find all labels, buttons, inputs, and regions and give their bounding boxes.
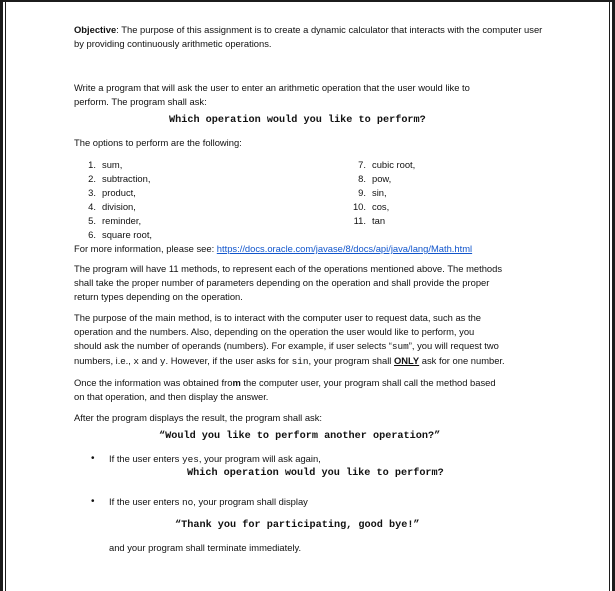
list-number: 10. — [352, 201, 366, 212]
list-item — [74, 158, 344, 172]
math-docs-link[interactable]: https://docs.oracle.com/javase/8/docs/api/java/lang/Math.html — [216, 243, 473, 254]
list-item — [344, 158, 514, 172]
list-label: reminder, — [102, 215, 142, 226]
main-line-4-mid2: , your program shall — [308, 355, 394, 366]
bullet-no-end: , your program shall display — [193, 496, 308, 507]
intro-line-1: Write a program that will ask the user to enter an arithmetic operation that the user would like to — [74, 82, 470, 93]
list-label: product, — [102, 187, 136, 198]
bullet-yes-start: If the user enters — [109, 453, 182, 464]
list-number: 5. — [88, 215, 96, 226]
list-label: sum, — [102, 159, 123, 170]
list-number: 8. — [358, 173, 366, 184]
sin-code: sin — [291, 356, 309, 367]
list-item — [74, 172, 344, 186]
list-item — [74, 186, 344, 200]
list-label: pow, — [372, 173, 392, 184]
options-intro: The options to perform are the following: — [74, 137, 242, 148]
main-line-4-end: ask for one number. — [419, 355, 505, 366]
terminate-line: and your program shall terminate immediately. — [109, 542, 302, 553]
x-code: x — [133, 356, 140, 367]
frame-left-inner-border — [5, 0, 6, 591]
list-number: 11. — [353, 215, 366, 226]
objective-label: Objective — [74, 24, 117, 35]
more-info-prefix: For more information, please see: — [74, 243, 217, 254]
more-info-line — [74, 242, 544, 256]
frame-top-border — [0, 0, 615, 2]
bullet-icon: • — [91, 453, 95, 464]
once-line-1-end: the computer user, your program shall call the method based — [240, 377, 496, 388]
y-code: y — [159, 356, 166, 367]
prompt-another-operation: “Would you like to perform another operation?” — [159, 431, 441, 442]
objective-paragraph — [74, 23, 544, 51]
list-number: 6. — [88, 229, 96, 240]
methods-line-1: The program will have 11 methods, to represent each of the operations mentioned above. The methods — [74, 263, 503, 274]
once-line-2: on that operation, and then display the answer. — [74, 391, 269, 402]
list-item — [74, 200, 344, 214]
no-code: no — [181, 497, 194, 508]
after-paragraph: After the program displays the result, the program shall ask: — [74, 412, 323, 423]
options-list-right — [344, 158, 514, 242]
prompt-which-operation: Which operation would you like to perform? — [169, 115, 426, 126]
list-label: division, — [102, 201, 136, 212]
and-text: and — [139, 355, 160, 366]
list-number: 4. — [88, 201, 96, 212]
main-method-paragraph — [74, 311, 544, 369]
list-number: 9. — [358, 187, 366, 198]
list-number: 2. — [88, 173, 96, 184]
frame-left-border — [0, 0, 3, 591]
options-list-left — [74, 158, 344, 242]
once-line-1-start: Once the information was obtained fro — [74, 377, 233, 388]
list-item — [344, 186, 514, 200]
methods-line-3: return types depending on the operation. — [74, 291, 243, 302]
sum-code: sum — [391, 341, 409, 352]
bullet-no-start: If the user enters — [109, 496, 182, 507]
prompt-thank-you: “Thank you for participating, good bye!” — [175, 520, 420, 531]
prompt-which-operation-again: Which operation would you like to perform? — [187, 468, 444, 479]
methods-paragraph — [74, 262, 544, 304]
intro-line-2: perform. The program shall ask: — [74, 96, 207, 107]
once-paragraph — [74, 376, 544, 404]
frame-right-inner-border — [609, 0, 610, 591]
list-label: cubic root, — [372, 159, 416, 170]
list-item — [344, 214, 514, 228]
list-label: sin, — [372, 187, 387, 198]
objective-text: : The purpose of this assignment is to create a dynamic calculator that interacts with the computer user by providing continuously arithmetic operations. — [74, 24, 543, 49]
list-label: square root, — [102, 229, 153, 240]
main-line-3-start: should ask the number of operands (numbers). For example, if user selects “ — [74, 340, 392, 351]
methods-line-2: shall take the proper number of parameters depending on the operation and shall provide the proper — [74, 277, 490, 288]
bullet-icon: • — [91, 496, 95, 507]
intro-paragraph — [74, 81, 544, 109]
main-line-1: The purpose of the main method, is to interact with the computer user to request data, such as the — [74, 312, 481, 323]
yes-code: yes — [181, 454, 199, 465]
list-item — [74, 214, 344, 228]
list-label: subtraction, — [102, 173, 151, 184]
only-emphasis: ONLY — [393, 355, 420, 366]
options-list — [74, 158, 544, 242]
list-item — [344, 200, 514, 214]
once-bold-m: m — [232, 377, 241, 388]
bullet-yes-end: , your program will ask again, — [198, 453, 321, 464]
main-line-4-start: numbers, i.e., — [74, 355, 134, 366]
bullet-yes — [74, 452, 544, 467]
list-item — [344, 172, 514, 186]
list-label: tan — [372, 215, 386, 226]
main-line-2: operation and the numbers. Also, depending on the operation the user would like to perform, you — [74, 326, 475, 337]
list-item — [74, 228, 344, 242]
list-number: 7. — [358, 159, 366, 170]
list-label: cos, — [372, 201, 390, 212]
document-page — [74, 17, 544, 555]
list-number: 3. — [88, 187, 96, 198]
list-number: 1. — [88, 159, 96, 170]
main-line-3-end: ”, you will request two — [408, 340, 499, 351]
main-line-4-mid: . However, if the user asks for — [165, 355, 292, 366]
bullet-no — [74, 495, 544, 510]
